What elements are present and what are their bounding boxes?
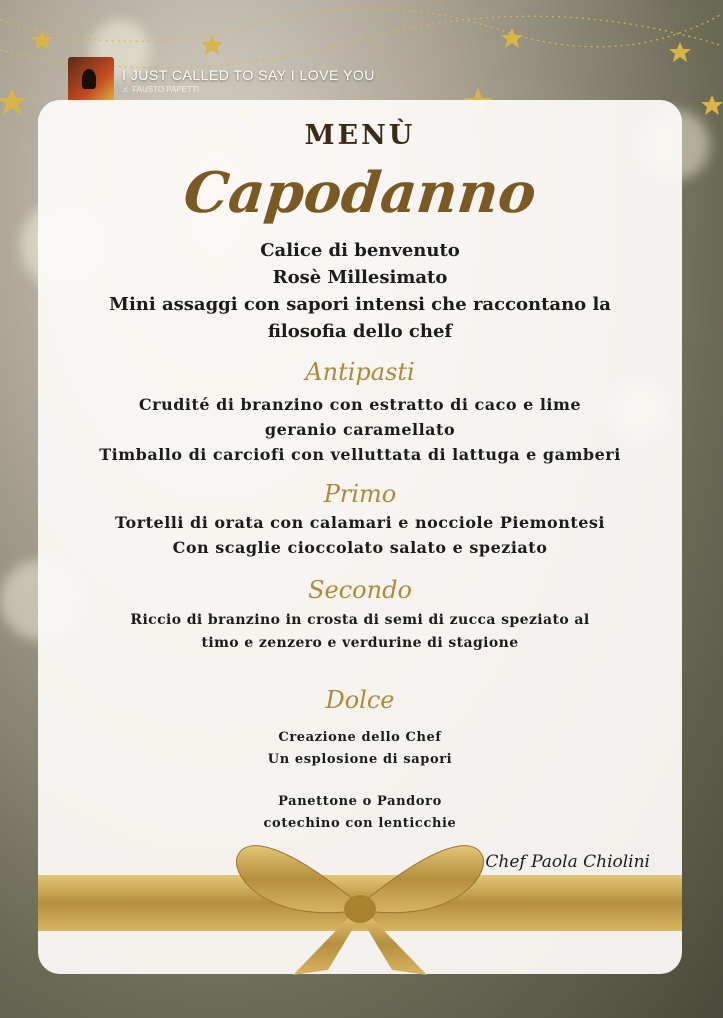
dish-line: Timballo di carciofi con velluttata di lattuga e gamberi <box>99 445 621 464</box>
welcome-line: Calice di benvenuto <box>260 240 460 261</box>
dish-line: Panettone o Pandoro <box>278 794 442 809</box>
section-title-primo: Primo <box>323 480 397 508</box>
dish-line: Creazione dello Chef <box>278 730 442 745</box>
section-title-dolce: Dolce <box>325 686 395 714</box>
welcome-line: Rosè Millesimato <box>272 267 448 288</box>
dish-line: timo e zenzero e verdurine di stagione <box>201 635 519 651</box>
dish-line: Un esplosione di sapori <box>267 752 453 767</box>
song-artist: ♬ FAUSTO PAPETTI <box>122 84 200 94</box>
dish-line: Crudité di branzino con estratto di caco e lime <box>138 395 582 414</box>
welcome-line: filosofia dello chef <box>267 321 453 342</box>
section-title-antipasti: Antipasti <box>305 358 415 386</box>
song-title: I JUST CALLED TO SAY I LOVE YOU <box>122 66 375 83</box>
dish-line: cotechino con lenticchie <box>263 816 457 831</box>
menu-heading: MENÙ <box>304 120 416 151</box>
event-title: Capodanno <box>180 160 540 226</box>
chef-signature: Chef Paola Chiolini <box>485 852 650 872</box>
dish-line: Con scaglie cioccolato salato e speziato <box>172 538 548 557</box>
dish-line: geranio caramellato <box>264 420 456 439</box>
section-title-secondo: Secondo <box>308 576 412 604</box>
dish-line: Riccio di branzino in crosta di semi di zucca speziato al <box>130 612 590 628</box>
dish-line: Tortelli di orata con calamari e nocciole Piemontesi <box>114 513 606 532</box>
music-sticker[interactable] <box>68 56 375 104</box>
album-cover <box>68 57 114 103</box>
welcome-line: Mini assaggi con sapori intensi che raccontano la <box>109 294 611 315</box>
